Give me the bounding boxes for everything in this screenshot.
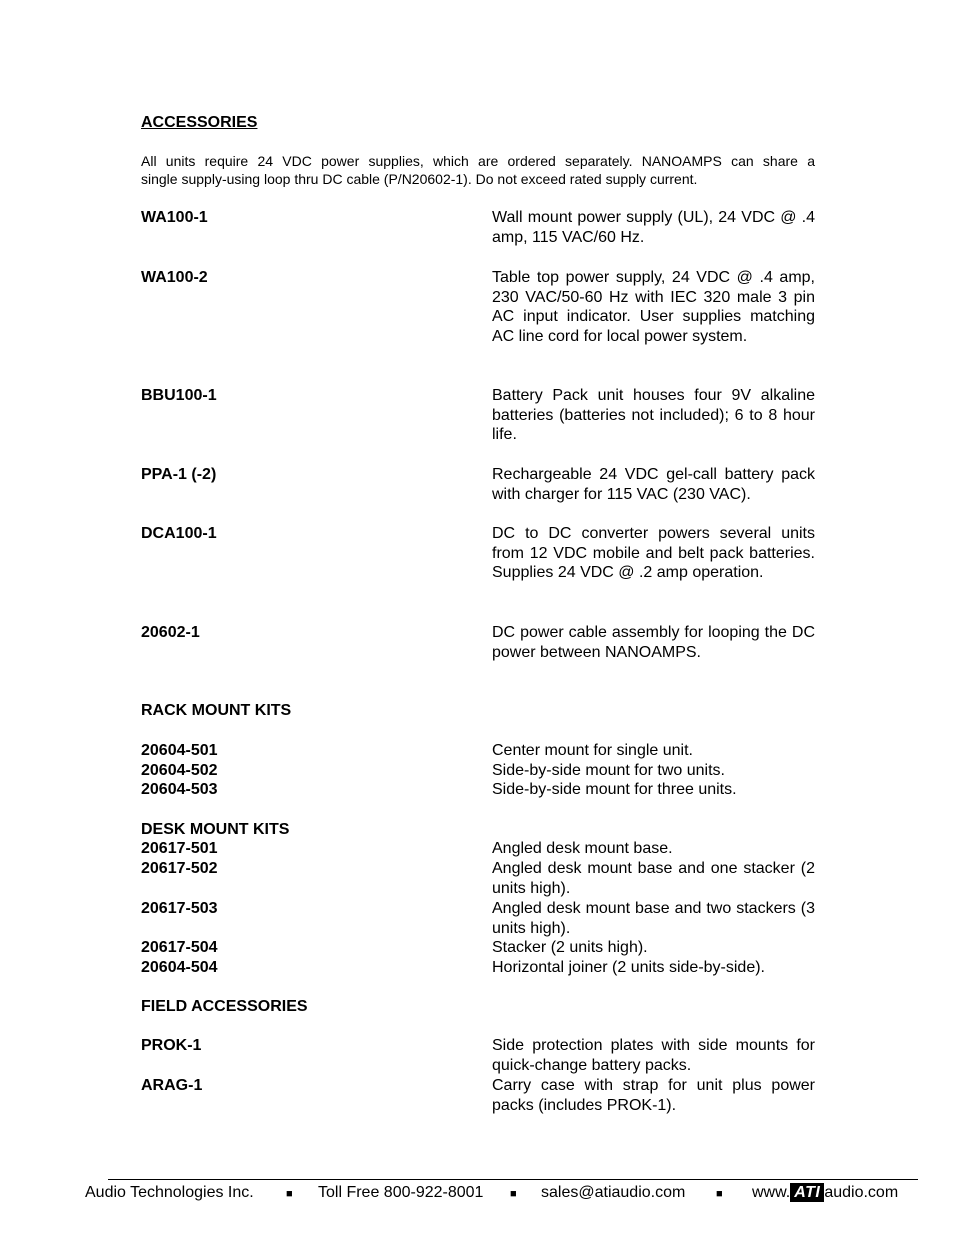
intro-line-1: All units require 24 VDC power supplies, which are ordered separately. NANOAMPS can share a: [141, 153, 815, 169]
part-number: PPA-1 (-2): [141, 466, 217, 483]
part-number: 20617-501: [141, 840, 218, 857]
website-suffix: audio.com: [824, 1184, 899, 1201]
part-number: 20617-502: [141, 860, 218, 877]
part-description: DC power cable assembly for looping the DC power between NANOAMPS.: [492, 624, 815, 661]
part-number: 20604-504: [141, 959, 218, 976]
part-description: Battery Pack unit houses four 9V alkaline batteries (batteries not included); 6 to 8 hour life.: [492, 387, 815, 444]
part-description: Rechargeable 24 VDC gel-call battery pack with charger for 115 VAC (230 VAC).: [492, 466, 815, 503]
footer: [85, 1183, 908, 1203]
footer-company: Audio Technologies Inc.: [85, 1184, 254, 1201]
part-number: WA100-2: [141, 269, 208, 286]
part-description: Side protection plates with side mounts for quick-change battery packs.: [492, 1037, 815, 1074]
footer-bullet-icon: ■: [286, 1188, 293, 1200]
part-description: Table top power supply, 24 VDC @ .4 amp, 230 VAC/50-60 Hz with IEC 320 male 3 pin AC input indicator. User supplies matching AC line cord for local power system.: [492, 269, 815, 346]
part-description: Side-by-side mount for two units.: [492, 762, 725, 779]
part-number: 20604-501: [141, 742, 218, 759]
part-number: 20617-504: [141, 939, 218, 956]
part-description: Side-by-side mount for three units.: [492, 781, 737, 798]
part-number: BBU100-1: [141, 387, 217, 404]
footer-bullet-icon: ■: [716, 1188, 723, 1200]
footer-divider: [108, 1179, 918, 1180]
part-description: Stacker (2 units high).: [492, 939, 648, 956]
part-number: PROK-1: [141, 1037, 202, 1054]
part-description: Angled desk mount base and one stacker (2 units high).: [492, 860, 815, 897]
ati-logo: ATI: [790, 1183, 824, 1202]
page-title: ACCESSORIES: [141, 114, 258, 131]
part-description: Center mount for single unit.: [492, 742, 693, 759]
part-number: WA100-1: [141, 209, 208, 226]
part-description: Wall mount power supply (UL), 24 VDC @ .4 amp, 115 VAC/60 Hz.: [492, 209, 815, 246]
footer-bullet-icon: ■: [510, 1188, 517, 1200]
part-description: Angled desk mount base.: [492, 840, 673, 857]
intro-paragraph: [141, 152, 815, 188]
footer-website[interactable]: [752, 1183, 898, 1203]
part-description: DC to DC converter powers several units from 12 VDC mobile and belt pack batteries. Supplies 24 VDC @ .2 amp operation.: [492, 525, 815, 582]
part-number: 20604-503: [141, 781, 218, 798]
website-prefix: www.: [752, 1184, 791, 1201]
footer-phone: Toll Free 800-922-8001: [318, 1184, 484, 1201]
part-number: DCA100-1: [141, 525, 217, 542]
part-description: Carry case with strap for unit plus power packs (includes PROK-1).: [492, 1077, 815, 1114]
part-number: 20604-502: [141, 762, 218, 779]
part-number: 20617-503: [141, 900, 218, 917]
intro-line-2: single supply-using loop thru DC cable (P/N20602-1). Do not exceed rated supply current.: [141, 171, 698, 187]
rack-mount-heading: RACK MOUNT KITS: [141, 702, 292, 719]
part-number: 20602-1: [141, 624, 200, 641]
field-accessories-heading: FIELD ACCESSORIES: [141, 998, 308, 1015]
part-number: ARAG-1: [141, 1077, 203, 1094]
part-description: Horizontal joiner (2 units side-by-side).: [492, 959, 765, 976]
part-description: Angled desk mount base and two stackers (3 units high).: [492, 900, 815, 937]
footer-email[interactable]: sales@atiaudio.com: [541, 1184, 686, 1201]
desk-mount-heading: DESK MOUNT KITS: [141, 821, 290, 838]
